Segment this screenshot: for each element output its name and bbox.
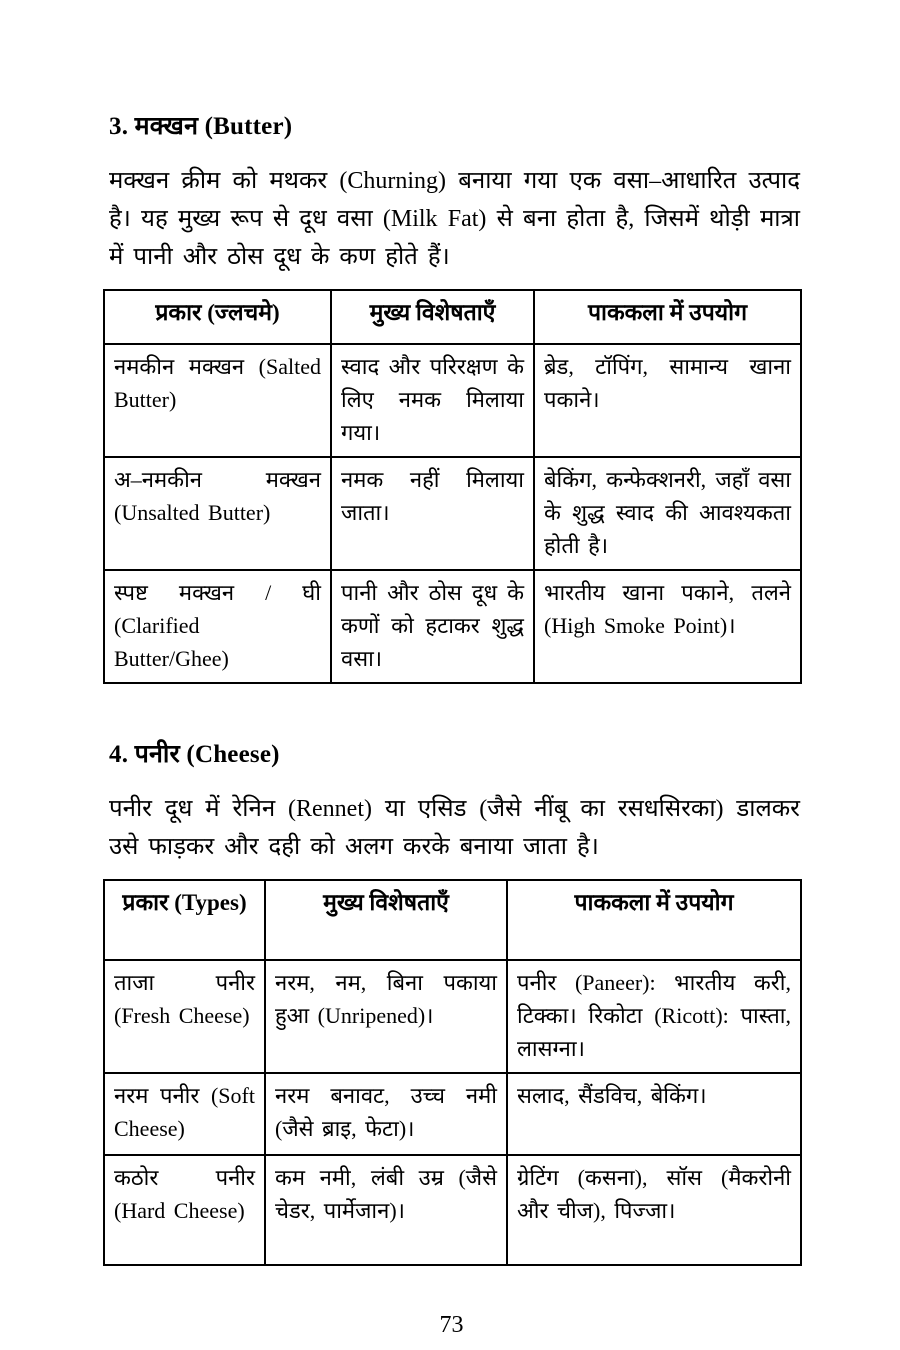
table-row-unsalted-butter <box>104 457 801 570</box>
butter-table <box>103 289 802 684</box>
table-cell: अ–नमकीन मक्खन (Unsalted Butter) <box>104 457 331 570</box>
table-row-fresh-cheese <box>104 960 801 1073</box>
table-cell: स्पष्ट मक्खन / घी (Clarified Butter/Ghee) <box>104 570 331 683</box>
table-row-hard-cheese <box>104 1155 801 1265</box>
table-row-soft-cheese <box>104 1073 801 1155</box>
column-header-type: प्रकार (Types) <box>104 880 265 960</box>
column-header-features: मुख्य विशेषताएँ <box>331 290 534 344</box>
column-header-type: प्रकार (ज्लचमे) <box>104 290 331 344</box>
table-cell: नरम, नम, बिना पकाया हुआ (Unripened)। <box>265 960 507 1073</box>
page-number: 73 <box>439 1312 464 1338</box>
table-cell: बेकिंग, कन्फेक्शनरी, जहाँ वसा के शुद्ध स्वाद की आवश्यकता होती है। <box>534 457 801 570</box>
cheese-paragraph: पनीर दूध में रेनिन (Rennet) या एसिड (जैसे नींबू का रसधसिरका) डालकर उसे फाड़कर और दही को अलग करके बनाया जाता है। <box>109 796 800 860</box>
table-cell: ग्रेटिंग (कसना), सॉस (मैकरोनी और चीज), पिज्जा। <box>507 1155 801 1265</box>
table-cell: ताजा पनीर (Fresh Cheese) <box>104 960 265 1073</box>
table-cell: पनीर (Paneer): भारतीय करी, टिक्का। रिकोटा (Ricott): पास्ता, लासग्ना। <box>507 960 801 1073</box>
cheese-section-heading: 4. पनीर (Cheese) <box>109 741 280 768</box>
column-header-culinary-use: पाककला में उपयोग <box>507 880 801 960</box>
cheese-table-header-row <box>104 880 801 960</box>
cheese-table <box>103 879 802 1266</box>
table-cell: कम नमी, लंबी उम्र (जैसे चेडर, पार्मेजान)। <box>265 1155 507 1265</box>
table-cell: नमकीन मक्खन (Salted Butter) <box>104 344 331 457</box>
section-gap <box>103 684 800 740</box>
table-cell: नमक नहीं मिलाया जाता। <box>331 457 534 570</box>
column-header-features: मुख्य विशेषताएँ <box>265 880 507 960</box>
table-cell: पानी और ठोस दूध के कणों को हटाकर शुद्ध वसा। <box>331 570 534 683</box>
table-cell: नरम बनावट, उच्च नमी (जैसे ब्राइ, फेटा)। <box>265 1073 507 1155</box>
table-cell: भारतीय खाना पकाने, तलने (High Smoke Point)। <box>534 570 801 683</box>
table-row-clarified-butter <box>104 570 801 683</box>
butter-section-heading: 3. मक्खन (Butter) <box>109 113 293 140</box>
table-cell: सलाद, सैंडविच, बेकिंग। <box>507 1073 801 1155</box>
table-cell: स्वाद और परिरक्षण के लिए नमक मिलाया गया। <box>331 344 534 457</box>
table-row-salted-butter <box>104 344 801 457</box>
table-cell: ब्रेड, टॉपिंग, सामान्य खाना पकाने। <box>534 344 801 457</box>
butter-paragraph: मक्खन क्रीम को मथकर (Churning) बनाया गया एक वसा–आधारित उत्पाद है। यह मुख्य रूप से दूध वसा (Milk Fat) से बना होता है, जिसमें थोड़ी मात्रा में पानी और ठोस दूध के कण होते हैं। <box>109 168 800 270</box>
table-cell: नरम पनीर (Soft Cheese) <box>104 1073 265 1155</box>
butter-table-header-row <box>104 290 801 344</box>
column-header-culinary-use: पाककला में उपयोग <box>534 290 801 344</box>
table-cell: कठोर पनीर (Hard Cheese) <box>104 1155 265 1265</box>
